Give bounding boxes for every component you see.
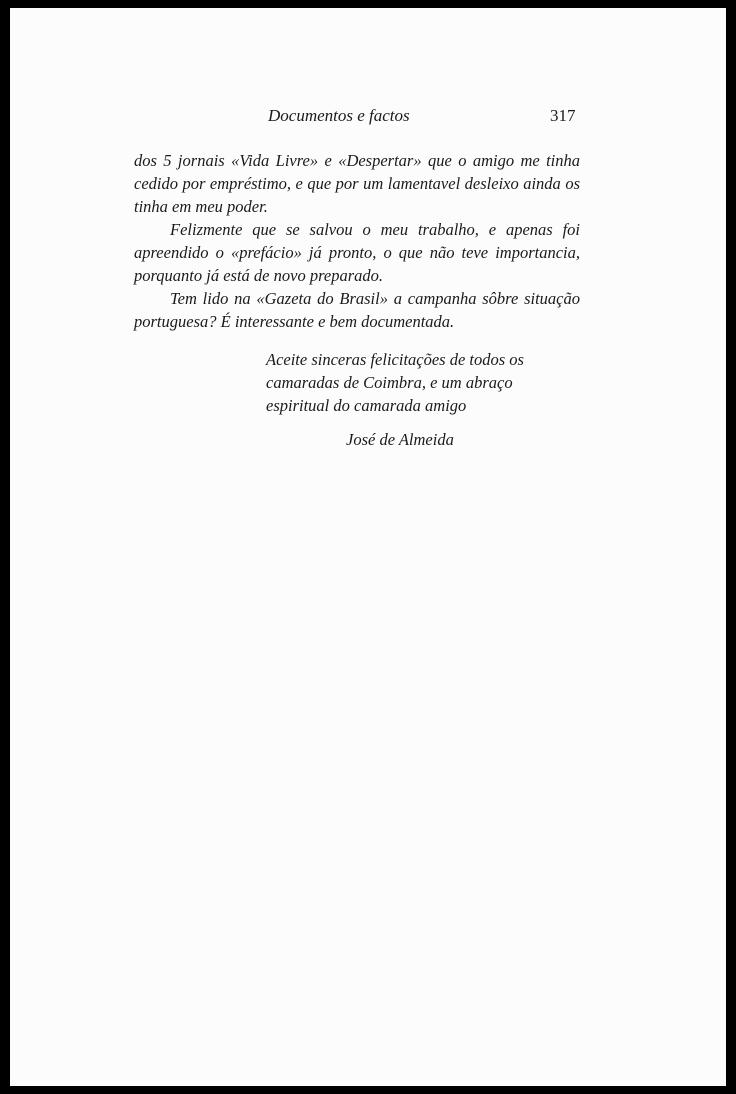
paragraph-3: Tem lido na «Gazeta do Brasil» a campanha sôbre situação portuguesa? É interessante e bem documentada. [134,289,580,331]
closing-line-3: espiritual do camarada amigo [266,396,467,415]
closing-line-2: camaradas de Coimbra, e um abraço [266,373,513,392]
closing-line-1: Aceite sinceras felicitações de todos os [266,350,524,369]
closing-salutation [266,348,566,417]
paragraph-1: dos 5 jornais «Vida Livre» e «Despertar» que o amigo me tinha cedido por empréstimo, e que por um lamentavel desleixo ainda os tinha em meu poder. [134,151,580,216]
page-number: 317 [550,106,576,125]
body-text [134,149,580,333]
running-header [10,106,726,130]
signature: José de Almeida [346,430,454,449]
document-page [10,8,726,1086]
running-title: Documentos e factos [268,106,410,125]
paragraph-2: Felizmente que se salvou o meu trabalho, e apenas foi apreendido o «prefácio» já pronto, o que não teve importancia, porquanto já está de novo preparado. [134,220,580,285]
